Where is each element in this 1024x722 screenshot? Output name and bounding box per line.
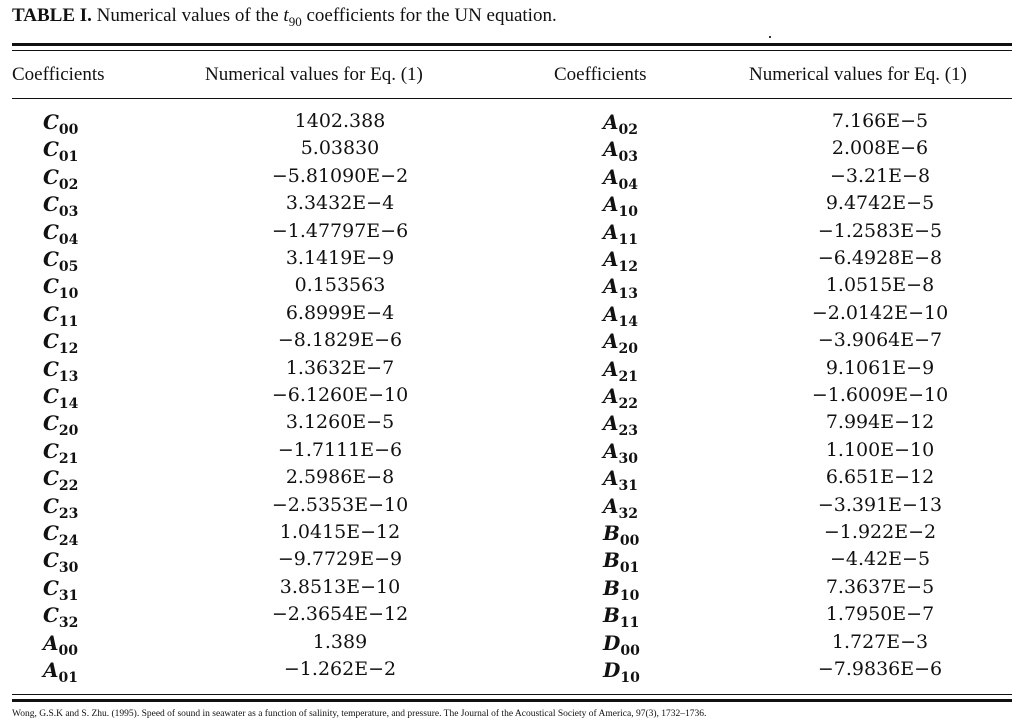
- table-caption: [12, 5, 557, 30]
- table-row: [0, 192, 1024, 219]
- left-coefficient-value: −5.81090E−2: [271, 164, 409, 187]
- left-coefficient-symbol: $C_{04}$: [43, 219, 79, 248]
- right-coefficient-symbol: $A_{10}$: [603, 192, 639, 221]
- left-coefficient-symbol: $C_{31}$: [43, 575, 79, 604]
- left-coefficient-symbol: $C_{03}$: [43, 192, 79, 221]
- left-coefficient-value: 0.153563: [294, 274, 386, 297]
- right-coefficient-value: −3.391E−13: [817, 493, 943, 516]
- right-coefficient-value: 7.994E−12: [825, 411, 935, 434]
- table-row: [0, 658, 1024, 685]
- right-coefficient-value: −6.4928E−8: [817, 247, 943, 269]
- right-coefficient-symbol: $B_{11}$: [603, 603, 640, 632]
- left-coefficient-value: 1.389: [312, 630, 368, 653]
- table-row: [0, 274, 1024, 301]
- right-coefficient-symbol: $A_{32}$: [603, 493, 639, 522]
- right-coefficient-value: −3.9064E−7: [817, 329, 943, 352]
- left-coefficient-symbol: $C_{32}$: [43, 603, 79, 632]
- header-right-coefficients: Coefficients: [554, 64, 647, 85]
- right-coefficient-symbol: $A_{30}$: [603, 438, 639, 467]
- left-coefficient-symbol: $C_{21}$: [43, 438, 79, 467]
- right-coefficient-symbol: $A_{31}$: [603, 466, 639, 495]
- right-coefficient-symbol: $B_{00}$: [603, 521, 640, 549]
- caption-symbol: t: [283, 5, 289, 26]
- caption-subscript: 90: [288, 13, 302, 29]
- right-coefficient-symbol: $B_{01}$: [603, 548, 640, 577]
- right-coefficient-value: −3.21E−8: [829, 164, 931, 187]
- caption-text-before: Numerical values of the: [96, 5, 279, 26]
- right-coefficient-symbol: $A_{02}$: [603, 110, 639, 138]
- table-row: [0, 137, 1024, 164]
- left-coefficient-symbol: $C_{00}$: [43, 110, 79, 138]
- table-row: [0, 576, 1024, 603]
- left-coefficient-symbol: $C_{24}$: [43, 521, 79, 549]
- right-coefficient-value: 9.4742E−5: [825, 192, 935, 215]
- right-coefficient-value: −1.6009E−10: [811, 384, 949, 406]
- table-row: [0, 302, 1024, 329]
- right-coefficient-value: −4.42E−5: [829, 548, 931, 571]
- right-coefficient-symbol: $A_{20}$: [603, 329, 639, 358]
- left-coefficient-value: −6.1260E−10: [271, 384, 409, 406]
- caption-label: TABLE I.: [12, 5, 92, 26]
- right-coefficient-value: 1.727E−3: [831, 630, 929, 653]
- left-coefficient-value: −1.262E−2: [283, 658, 397, 680]
- table-row: [0, 548, 1024, 575]
- left-coefficient-symbol: $C_{23}$: [43, 493, 79, 522]
- right-coefficient-symbol: $A_{22}$: [603, 384, 639, 412]
- table-row: [0, 439, 1024, 466]
- right-coefficient-symbol: $A_{21}$: [603, 356, 639, 385]
- table-row: [0, 384, 1024, 411]
- left-coefficient-value: 5.03830: [300, 137, 380, 160]
- left-coefficient-value: 1.3632E−7: [285, 356, 395, 379]
- table-row: [0, 411, 1024, 438]
- table-row: [0, 521, 1024, 548]
- right-coefficient-symbol: $A_{14}$: [603, 301, 639, 330]
- table-row: [0, 603, 1024, 630]
- right-coefficient-symbol: $D_{00}$: [603, 630, 640, 659]
- right-coefficient-symbol: $A_{13}$: [603, 274, 639, 303]
- scan-speck: [769, 36, 771, 38]
- left-coefficient-symbol: $A_{01}$: [43, 658, 79, 686]
- right-coefficient-symbol: $B_{10}$: [603, 575, 640, 604]
- left-coefficient-value: 3.1260E−5: [285, 411, 395, 434]
- left-coefficient-symbol: $C_{13}$: [43, 356, 79, 385]
- right-coefficient-value: 1.0515E−8: [825, 274, 935, 297]
- right-coefficient-value: −1.922E−2: [823, 521, 937, 543]
- table-row: [0, 357, 1024, 384]
- table-row: [0, 329, 1024, 356]
- right-coefficient-value: 7.166E−5: [831, 110, 929, 132]
- right-coefficient-value: 6.651E−12: [825, 466, 935, 489]
- bottom-rule-thin: [12, 694, 1012, 695]
- left-coefficient-value: −1.47797E−6: [271, 219, 409, 242]
- right-coefficient-value: 2.008E−6: [831, 137, 929, 160]
- citation-footer: Wong, G.S.K and S. Zhu. (1995). Speed of sound in seawater as a function of salinity, temperature, and pressure. The Journal of the Acoustical Society of America, 97(3), 1732–1736.: [12, 709, 707, 719]
- left-coefficient-value: −1.7111E−6: [277, 438, 403, 461]
- right-coefficient-value: −1.2583E−5: [817, 219, 943, 242]
- right-coefficient-value: 7.3637E−5: [825, 575, 935, 598]
- table-row: [0, 466, 1024, 493]
- left-coefficient-symbol: $C_{01}$: [43, 137, 79, 166]
- right-coefficient-symbol: $D_{10}$: [603, 658, 640, 686]
- right-coefficient-symbol: $A_{12}$: [603, 247, 639, 275]
- header-left-coefficients: Coefficients: [12, 64, 105, 85]
- right-coefficient-value: 1.7950E−7: [825, 603, 935, 626]
- left-coefficient-symbol: $C_{10}$: [43, 274, 79, 303]
- left-coefficient-value: 2.5986E−8: [285, 466, 395, 489]
- right-coefficient-value: −7.9836E−6: [817, 658, 943, 680]
- top-rule-thick: [12, 43, 1012, 46]
- left-coefficient-symbol: $C_{12}$: [43, 329, 79, 358]
- table-row: [0, 165, 1024, 192]
- right-coefficient-symbol: $A_{23}$: [603, 411, 639, 440]
- left-coefficient-value: −9.7729E−9: [277, 548, 403, 571]
- right-coefficient-symbol: $A_{04}$: [603, 164, 639, 193]
- left-coefficient-value: 3.8513E−10: [279, 575, 401, 598]
- right-coefficient-symbol: $A_{03}$: [603, 137, 639, 166]
- header-right-values: Numerical values for Eq. (1): [749, 64, 967, 85]
- left-coefficient-value: 3.1419E−9: [285, 247, 395, 269]
- table-row: [0, 494, 1024, 521]
- left-coefficient-value: −8.1829E−6: [277, 329, 403, 352]
- header-left-values: Numerical values for Eq. (1): [205, 64, 423, 85]
- right-coefficient-symbol: $A_{11}$: [603, 219, 639, 248]
- left-coefficient-symbol: $C_{20}$: [43, 411, 79, 440]
- right-coefficient-value: −2.0142E−10: [811, 301, 949, 324]
- table-row: [0, 220, 1024, 247]
- left-coefficient-value: 6.8999E−4: [285, 301, 395, 324]
- left-coefficient-value: 1.0415E−12: [279, 521, 401, 543]
- left-coefficient-value: 3.3432E−4: [285, 192, 395, 215]
- left-coefficient-value: 1402.388: [294, 110, 386, 132]
- right-coefficient-value: 1.100E−10: [825, 438, 935, 461]
- table-row: [0, 631, 1024, 658]
- left-coefficient-symbol: $C_{05}$: [43, 247, 79, 275]
- table-row: [0, 110, 1024, 137]
- header-rule: [12, 98, 1012, 99]
- left-coefficient-symbol: $C_{02}$: [43, 164, 79, 193]
- right-coefficient-value: 9.1061E−9: [825, 356, 935, 379]
- left-coefficient-symbol: $C_{11}$: [43, 301, 79, 330]
- top-rule-thin: [12, 50, 1012, 51]
- left-coefficient-symbol: $A_{00}$: [43, 630, 79, 659]
- left-coefficient-value: −2.5353E−10: [271, 493, 409, 516]
- table-row: [0, 247, 1024, 274]
- left-coefficient-symbol: $C_{22}$: [43, 466, 79, 495]
- left-coefficient-symbol: $C_{14}$: [43, 384, 79, 412]
- left-coefficient-symbol: $C_{30}$: [43, 548, 79, 577]
- left-coefficient-value: −2.3654E−12: [271, 603, 409, 626]
- bottom-rule-thick: [12, 699, 1012, 702]
- caption-text-after: coefficients for the UN equation.: [306, 5, 557, 26]
